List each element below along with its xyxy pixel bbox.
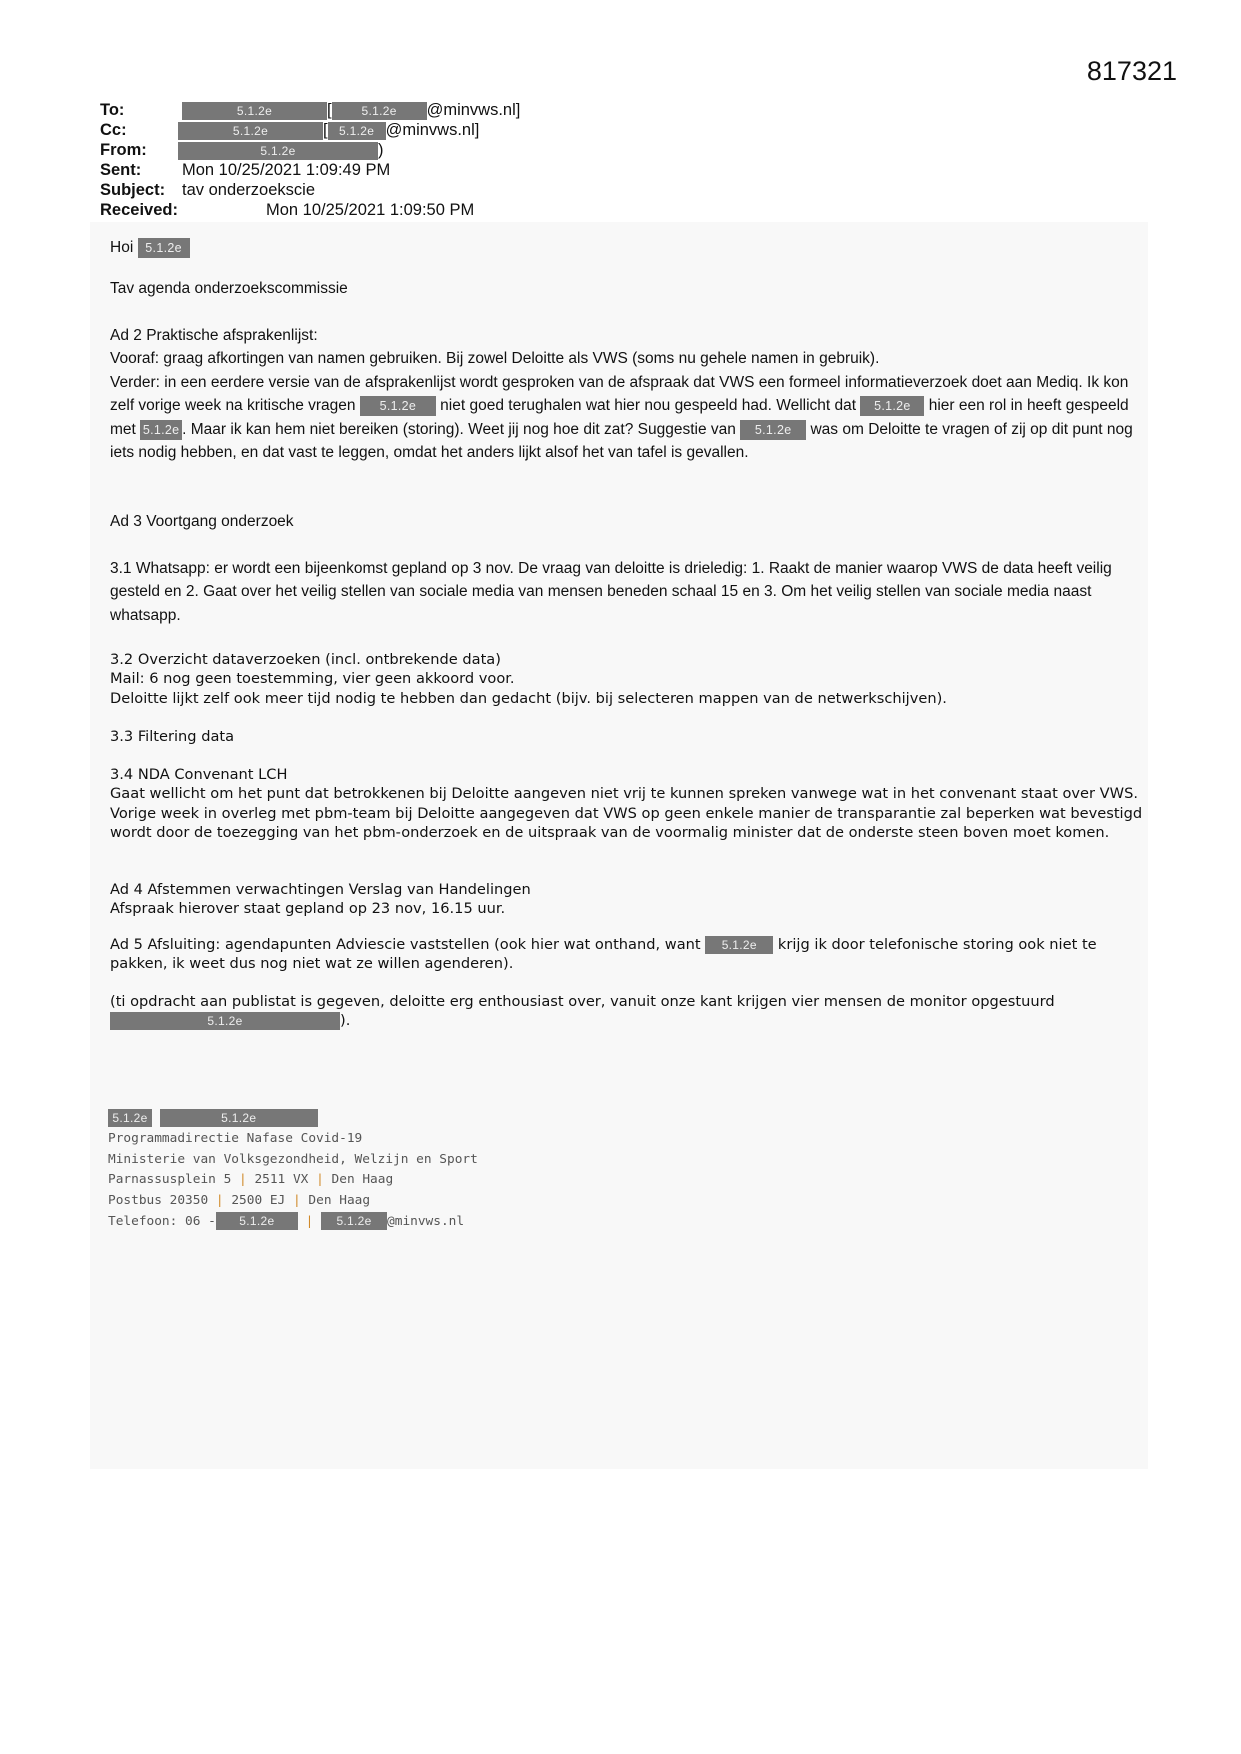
signature-postal-address — [108, 1191, 478, 1212]
ad3-2-line: Mail: 6 nog geen toestemming, vier geen akkoord voor. — [110, 670, 515, 688]
ad5-text: krijg ik door telefonische storing ook niet te pakken, ik weet dus nog niet wat ze willen agenderen). — [110, 936, 1097, 973]
redaction-box: 5.1.2e — [140, 420, 182, 440]
from-bracket: ) — [378, 141, 384, 159]
redaction-box: 5.1.2e — [216, 1212, 298, 1230]
redaction-box: 5.1.2e — [178, 142, 378, 160]
to-value — [182, 100, 520, 120]
ad4-section — [110, 880, 1150, 919]
closing-text: (ti opdracht aan publistat is gegeven, deloitte erg enthousiast over, vanuit onze kant krijgen vier mensen de monitor opgestuurd — [110, 993, 1055, 1010]
po-postcode: 2500 EJ — [231, 1193, 286, 1209]
received-row — [100, 200, 475, 220]
cc-value — [178, 120, 479, 140]
redaction-box: 5.1.2e — [108, 1109, 152, 1127]
signature-visit-address — [108, 1170, 478, 1191]
sent-row — [100, 160, 391, 180]
po-box: Postbus 20350 — [108, 1193, 209, 1209]
ad5-paragraph — [110, 935, 1150, 974]
closing-paragraph — [110, 992, 1150, 1031]
redaction-box: 5.1.2e — [740, 420, 806, 440]
subject-label: Subject: — [100, 181, 166, 199]
sent-value: Mon 10/25/2021 1:09:49 PM — [182, 161, 391, 179]
separator: | — [292, 1193, 301, 1209]
redaction-box: 5.1.2e — [705, 936, 773, 954]
received-value: Mon 10/25/2021 1:09:50 PM — [266, 201, 475, 219]
visit-city: Den Haag — [331, 1172, 394, 1188]
email-signature — [108, 1108, 478, 1233]
po-city: Den Haag — [308, 1193, 371, 1209]
signature-name — [108, 1108, 478, 1129]
cc-label: Cc: — [100, 121, 127, 139]
ad3-2-line: Deloitte lijkt zelf ook meer tijd nodig te hebben dan gedacht (bijv. bij selecteren mappen van de netwerkschijven). — [110, 689, 947, 707]
to-label: To: — [100, 101, 125, 119]
separator: | — [239, 1172, 247, 1188]
ad2-title: Ad 2 Praktische afsprakenlijst: — [110, 327, 318, 344]
ad3-3-filtering: 3.3 Filtering data — [110, 728, 235, 745]
signature-contact — [108, 1212, 478, 1233]
email-header — [100, 100, 521, 220]
ad3-4-text: Gaat wellicht om het punt dat betrokkenen bij Deloitte aangeven niet vrij te kunnen spreken vanwege wat in het convenant staat over VWS. Vorige week in overleg met pbm-team bij Deloitte aangegeven dat VWS op geen enkele manier de transparantie zal beperken wat bevestigd wordt door de toezegging van het pbm-onderzoek en de uitspraak van de voormalig minister dat de onderste steen boven moet komen. — [110, 785, 1143, 841]
greeting-line — [110, 236, 1140, 259]
redaction-box: 5.1.2e — [321, 1212, 387, 1230]
subject-value: tav onderzoekscie — [182, 181, 315, 199]
separator: | — [215, 1193, 224, 1209]
redaction-box: 5.1.2e — [860, 396, 924, 416]
redaction-box: 5.1.2e — [360, 396, 436, 416]
ad2-text: hier een rol in heeft gespeeld met — [110, 397, 1129, 438]
cc-bracket: [ — [323, 121, 328, 139]
ad2-text: was om Deloitte te vragen of zij op dit punt nog iets nodig hebben, en dat vast te leggen, omdat het anders lijkt alsof het van tafel is gevallen. — [110, 420, 1133, 462]
redaction-box: 5.1.2e — [178, 122, 323, 140]
ad2-paragraph — [110, 371, 1140, 465]
subject-row — [100, 180, 315, 200]
document-page-number: 817321 — [1086, 56, 1177, 86]
to-email-domain: @minvws.nl] — [426, 101, 521, 119]
sent-label: Sent: — [100, 161, 142, 179]
signature-ministry: Ministerie van Volksgezondheid, Welzijn en Sport — [108, 1151, 478, 1167]
separator: | — [305, 1213, 314, 1229]
ad5-text: Ad 5 Afsluiting: agendapunten Adviescie vaststellen (ook hier wat onthand, want — [110, 936, 701, 953]
signature-department: Programmadirectie Nafase Covid-19 — [108, 1130, 363, 1146]
received-label: Received: — [100, 201, 178, 219]
from-label: From: — [100, 141, 147, 159]
cc-email-domain: @minvws.nl] — [385, 121, 480, 139]
ad3-2-section — [110, 650, 1150, 708]
redaction-box: 5.1.2e — [182, 102, 327, 120]
closing-note — [110, 992, 1150, 1031]
phone-label: Telefoon: 06 - — [108, 1213, 216, 1229]
from-value — [178, 140, 384, 160]
visit-street: Parnassusplein 5 — [108, 1172, 232, 1188]
ad5-section — [110, 935, 1150, 974]
redaction-box: 5.1.2e — [328, 122, 386, 140]
separator: | — [316, 1172, 324, 1188]
from-row — [100, 140, 384, 160]
redaction-box: 5.1.2e — [332, 102, 427, 120]
ad2-section — [110, 324, 1140, 464]
ad3-2-title: 3.2 Overzicht dataverzoeken (incl. ontbrekende data) — [110, 651, 501, 668]
ad2-line: Vooraf: graag afkortingen van namen gebruiken. Bij zowel Deloitte als VWS (soms nu gehele namen in gebruik). — [110, 350, 880, 368]
greeting-text: Hoi — [110, 239, 134, 256]
ad2-text: . Maar ik kan hem niet bereiken (storing). Weet jij nog hoe dit zat? Suggestie van — [182, 420, 736, 438]
redaction-box: 5.1.2e — [110, 1012, 340, 1030]
redaction-box: 5.1.2e — [138, 238, 190, 258]
ad3-title: Ad 3 Voortgang onderzoek — [110, 513, 294, 530]
cc-row — [100, 120, 480, 140]
ad2-text: Verder: in een eerdere versie van de afsprakenlijst wordt gesproken van de afspraak dat VWS een formeel informatieverzoek doet aan Mediq. Ik kon zelf vorige week na kritische vragen — [110, 373, 1129, 415]
email-domain: @minvws.nl — [387, 1213, 465, 1229]
closing-text: ). — [340, 1012, 351, 1030]
to-row — [100, 100, 521, 120]
ad4-text: Afspraak hierover staat gepland op 23 nov, 16.15 uur. — [110, 900, 506, 918]
redaction-box: 5.1.2e — [160, 1109, 318, 1127]
ad3-4-title: 3.4 NDA Convenant LCH — [110, 766, 288, 783]
ad4-title: Ad 4 Afstemmen verwachtingen Verslag van Handelingen — [110, 881, 531, 898]
ad3-1-whatsapp: 3.1 Whatsapp: er wordt een bijeenkomst gepland op 3 nov. De vraag van deloitte is drieledig: 1. Raakt de manier waarop VWS de data heeft veilig gesteld en 2. Gaat over het veilig stellen van sociale media van mensen beneden schaal 15 en 3. Om het veilig stellen van sociale media naast whatsapp. — [110, 560, 1112, 624]
ad2-text: niet goed terughalen wat hier nou gespeeld had. Wellicht dat — [440, 397, 857, 415]
to-bracket: [ — [327, 101, 332, 119]
visit-postcode: 2511 VX — [254, 1172, 309, 1188]
email-heading: Tav agenda onderzoekscommissie — [110, 280, 348, 297]
ad3-4-section — [110, 765, 1150, 842]
